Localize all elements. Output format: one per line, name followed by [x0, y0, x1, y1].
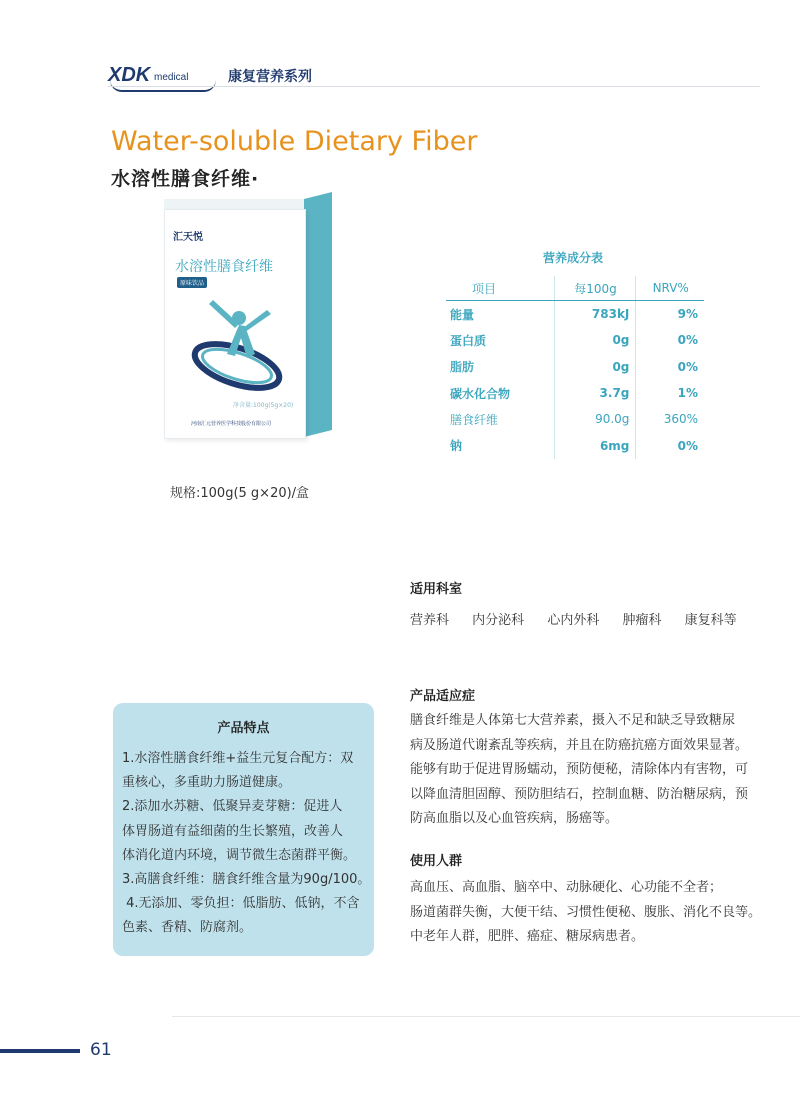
row-per100g: 783kJ — [554, 301, 636, 328]
logo-subtext: medical — [154, 72, 189, 83]
row-item: 钠 — [450, 439, 463, 454]
footer-divider — [172, 1016, 800, 1017]
departments-list — [410, 609, 756, 628]
row-nrv: 0% — [636, 432, 704, 458]
figure-ring-icon — [187, 294, 287, 404]
departments-title: 适用科室 — [410, 582, 463, 597]
box-product-name: 水溶性膳食纤维 — [175, 259, 273, 275]
row-item: 膳食纤维 — [450, 412, 499, 427]
logo-wordmark: XDK — [108, 64, 151, 86]
row-nrv: 9% — [636, 301, 704, 328]
row-nrv: 0% — [636, 354, 704, 380]
box-net-weight: 净含量:100g(5g×20) — [233, 402, 294, 409]
box-front-panel — [164, 209, 306, 439]
text-line: 膳食纤维是人体第七大营养素，摄入不足和缺乏导致糖尿 — [410, 713, 736, 728]
text-line: 体消化道内环境，调节微生态菌群平衡。 — [122, 847, 357, 863]
population-title: 使用人群 — [410, 854, 463, 869]
text-line: 3.高膳食纤维：膳食纤维含量为90g/100。 — [122, 872, 371, 888]
row-item: 能量 — [450, 307, 475, 322]
text-line: 4.无添加、零负担：低脂肪、低钠，不含 — [122, 896, 360, 912]
header-nrv: NRV% — [636, 276, 704, 301]
table-row — [446, 432, 704, 458]
text-line: 色素、香精、防腐剂。 — [122, 920, 253, 936]
nutrition-title: 营养成分表 — [543, 251, 604, 265]
department-item: 内分泌科 — [472, 613, 525, 628]
product-box-image — [160, 195, 340, 445]
table-row — [446, 327, 704, 353]
row-nrv: 0% — [636, 327, 704, 353]
text-line: 中老年人群，肥胖、癌症、糖尿病患者。 — [410, 929, 645, 944]
table-row — [446, 406, 704, 432]
nutrition-header-row — [446, 276, 704, 301]
text-line: 重核心，多重助力肠道健康。 — [122, 775, 292, 791]
row-nrv: 360% — [636, 406, 704, 432]
row-per100g: 0g — [554, 354, 636, 380]
header-divider — [108, 86, 760, 87]
department-item: 肿瘤科 — [622, 613, 662, 628]
features-title: 产品特点 — [217, 721, 270, 736]
box-brand: 汇天悦 — [173, 232, 203, 243]
row-item: 脂肪 — [450, 360, 475, 375]
population-text — [410, 876, 795, 950]
header-per100g: 每100g — [554, 276, 636, 301]
department-item: 心内外科 — [547, 613, 600, 628]
box-side-panel — [304, 192, 332, 437]
text-line: 高血压、高血脂、脑卒中、动脉硬化、心功能不全者； — [410, 880, 723, 895]
page-accent-bar — [0, 1049, 80, 1053]
title-chinese: 水溶性膳食纤维· — [111, 168, 260, 190]
table-row — [446, 301, 704, 328]
department-item: 营养科 — [410, 613, 450, 628]
text-line: 病及肠道代谢紊乱等疾病，并且在防癌抗癌方面效果显著。 — [410, 737, 749, 753]
indications-text — [410, 709, 780, 832]
table-row — [446, 354, 704, 380]
brand-logo — [108, 62, 220, 92]
row-per100g: 6mg — [554, 432, 636, 458]
row-per100g: 0g — [554, 327, 636, 353]
text-line: 2.添加水苏糖、低聚异麦芽糖：促进人 — [122, 799, 343, 815]
text-line: 防高血脂以及心血管疾病，肠癌等。 — [410, 811, 619, 826]
row-per100g: 90.0g — [554, 406, 636, 432]
row-item: 碳水化合物 — [450, 386, 511, 401]
table-row — [446, 380, 704, 406]
product-spec: 规格:100g(5 g×20)/盒 — [170, 486, 310, 501]
page-number: 61 — [90, 1040, 112, 1060]
text-line: 能够有助于促进胃肠蠕动，预防便秘，清除体内有害物，可 — [410, 762, 749, 777]
features-text — [122, 747, 372, 941]
text-line: 体胃肠道有益细菌的生长繁殖，改善人 — [122, 823, 344, 839]
box-flavor-tag: 原味饮品 — [177, 277, 207, 288]
text-line: 以降血清胆固醇、预防胆结石，控制血糖、防治糖尿病，预 — [410, 786, 749, 802]
indications-title: 产品适应症 — [410, 689, 476, 704]
nutrition-table — [446, 276, 704, 459]
row-item: 蛋白质 — [450, 333, 487, 348]
text-line: 肠道菌群失衡，大便干结、习惯性便秘、腹胀、消化不良等。 — [410, 904, 762, 920]
row-nrv: 1% — [636, 380, 704, 406]
title-english: Water-soluble Dietary Fiber — [111, 126, 478, 157]
box-manufacturer: 河南汇元营养医学科技股份有限公司 — [191, 421, 272, 427]
series-title: 康复营养系列 — [228, 69, 312, 85]
row-per100g: 3.7g — [554, 380, 636, 406]
header-item: 项目 — [446, 276, 554, 301]
features-panel — [113, 703, 374, 956]
text-line: 1.水溶性膳食纤维+益生元复合配方：双 — [122, 751, 354, 766]
department-item: 康复科等 — [684, 613, 737, 628]
